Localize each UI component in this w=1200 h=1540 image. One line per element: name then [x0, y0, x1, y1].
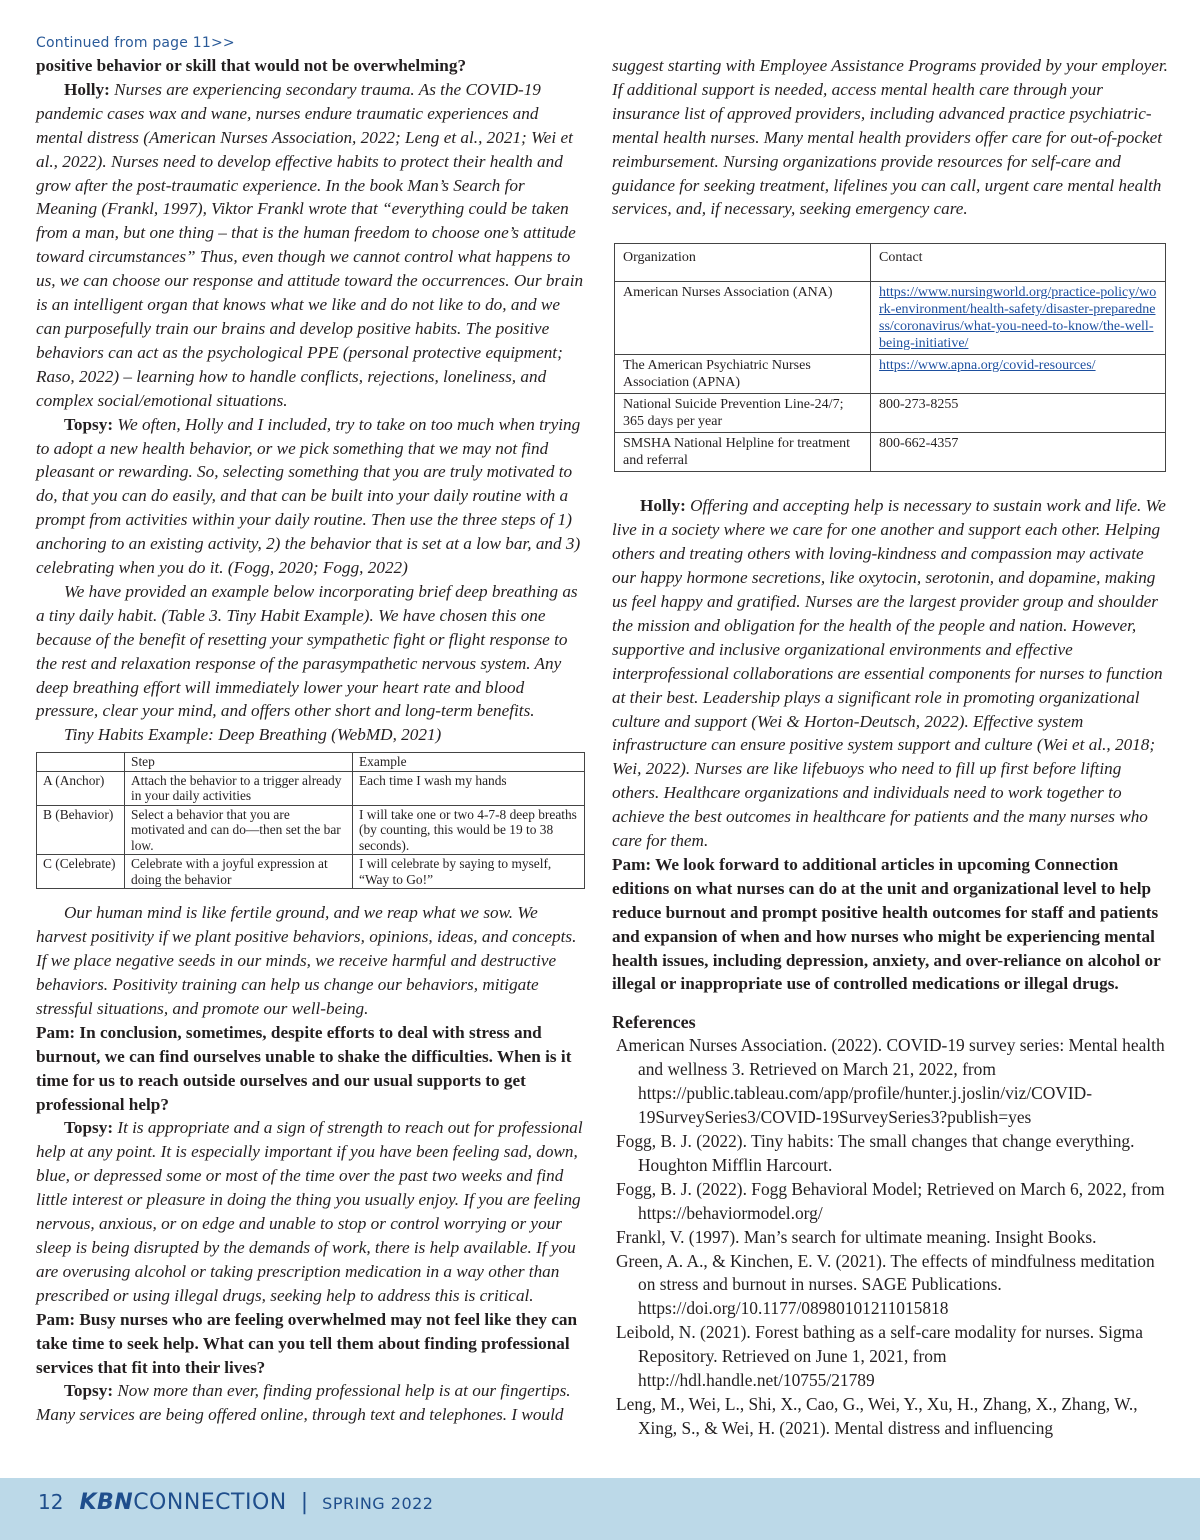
table-cell: I will celebrate by saying to myself, “Way to Go!”: [353, 855, 585, 889]
issue-season: SPRING 2022: [322, 1494, 434, 1513]
table-cell: National Suicide Prevention Line-24/7; 365 days per year: [615, 394, 871, 433]
table-header-cell: Contact: [871, 244, 1166, 282]
table-header-cell: Organization: [615, 244, 871, 282]
speaker-label: Holly:: [64, 79, 110, 99]
page-number: 12: [38, 1490, 64, 1514]
brand-logo-bold: KBN: [79, 1490, 134, 1515]
mind-paragraph: Our human mind is like fertile ground, and we reap what we sow. We harvest positivity if we plant positive behaviors, opinions, ideas, and concepts. If we place negative seeds in our minds, we receive harmful and destructive behaviors. Positivity training can help us change our behaviors, mitigate stressful situations, and promote our well-being.: [36, 903, 577, 1018]
references-heading: References: [612, 1012, 696, 1033]
tiny-habit-table: [36, 752, 585, 889]
reference-item: Green, A. A., & Kinchen, E. V. (2021). The effects of mindfulness meditation on stress and burnout in nurses. SAGE Publications. https://doi.org/10.1177/08980101211015818: [616, 1250, 1155, 1319]
speaker-label: Topsy:: [64, 414, 114, 434]
table-cell: SMSHA National Helpline for treatment and referral: [615, 433, 871, 472]
table-cell: I will take one or two 4-7-8 deep breaths (by counting, this would be 19 to 38 seconds).: [353, 805, 585, 855]
table-cell: Each time I wash my hands: [353, 771, 585, 805]
speaker-label: Topsy:: [64, 1118, 114, 1138]
paragraph-text: It is appropriate and a sign of strength to reach out for professional help at any point. It is especially important if you have been feeling sad, down, blue, or depressed some or most of the time over the past two weeks and find little interest or pleasure in doing the thing you usually enjoy. If you are feeling nervous, anxious, or on edge and unable to stop or control worrying or your sleep is being disrupted by the demands of work, there is help available. If you are overusing alcohol or taking prescription medication in a way other than prescribed or using illegal drugs, seeking help to address this is critical.: [36, 1118, 583, 1305]
question-tail: positive behavior or skill that would not be overwhelming?: [36, 56, 467, 75]
reference-item: American Nurses Association. (2022). COVID-19 survey series: Mental health and wellness 3. Retrieved on March 21, 2022, from https://public.tableau.com/app/profile/hunter.j.joslin/viz/COVID-19SurveySeries3/COVID-19SurveySeries3?publish=yes: [616, 1035, 1165, 1128]
left-column: [36, 32, 588, 1427]
table-header-cell: [37, 753, 125, 772]
table-cell: C (Celebrate): [37, 855, 125, 889]
table-header-row: [615, 244, 1166, 282]
table-header-cell: Step: [125, 753, 353, 772]
table-cell: Attach the behavior to a trigger already in your daily activities: [125, 771, 353, 805]
example-intro-paragraph: We have provided an example below incorporating brief deep breathing as a tiny daily habit. (Table 3. Tiny Habit Example). We have chosen this one because of the benefit of resetting your sympathetic fight or flight response to the rest and relaxation response of the parasympathetic nervous system. Any deep breathing effort will immediately lower your heart rate and blood pressure, clear your mind, and offers other short and long-term benefits.: [36, 581, 578, 721]
reference-item: Fogg, B. J. (2022). Fogg Behavioral Model; Retrieved on March 6, 2022, from https://behaviormodel.org/: [616, 1178, 1165, 1223]
table-row: [615, 355, 1166, 394]
topsy-paragraph-1: [36, 413, 588, 580]
topsy-paragraph-3: [36, 1379, 588, 1427]
table-header-cell: Example: [353, 753, 585, 772]
speaker-label: Holly:: [640, 496, 686, 516]
table-caption: Tiny Habits Example: Deep Breathing (WebMD, 2021): [64, 725, 442, 745]
reference-item: Leng, M., Wei, L., Shi, X., Cao, G., Wei, Y., Xu, H., Zhang, X., Zhang, W., Xing, S., & Wei, H. (2021). Mental distress and influencing: [616, 1393, 1138, 1438]
table-cell: 800-273-8255: [871, 394, 1166, 433]
pam-question-2: Pam: In conclusion, sometimes, despite efforts to deal with stress and burnout, we can find ourselves unable to shake the difficulties. When is it time for us to reach outside ourselves and our usual supports to get professional help?: [36, 1022, 572, 1114]
table-cell: Select a behavior that you are motivated and can do—then set the bar low.: [125, 805, 353, 855]
table-header-row: [37, 753, 585, 772]
topsy-paragraph-2: [36, 1116, 588, 1307]
table-cell: [871, 355, 1166, 394]
reference-item: Leibold, N. (2021). Forest bathing as a self-care modality for nurses. Sigma Repository. Retrieved on June 1, 2021, from http://hdl.handle.net/10755/21789: [616, 1322, 1143, 1391]
brand-logo-text: CONNECTION: [133, 1490, 287, 1515]
ana-link[interactable]: https://www.nursingworld.org/practice-policy/work-environment/health-safety/disaster-preparedness/coronavirus/what-you-need-to-know/the-well-being-initiative/: [879, 285, 1157, 352]
right-column: [612, 54, 1168, 1441]
table-cell: A (Anchor): [37, 771, 125, 805]
paragraph-text: Offering and accepting help is necessary to sustain work and life. We live in a society where we care for one another and support each other. Helping others and treating others with loving-kindness and compassion may activate our happy hormone secretions, like oxytocin, serotonin, and dopamine, making us feel happy and gratified. Nurses are the largest provider group and shoulder the mission and obligation for the health of the people and nation. However, supportive and inclusive organizational environments and effective interprofessional collaborations are essential components for nurses to function at their best. Leadership plays a significant role in promoting organizational culture and support (Wei & Horton-Deutsch, 2022). Effective system infrastructure can ensure positive system support and culture (Wei et al., 2018; Wei, 2022). Nurses are like lifebuoys who need to fill up first before lifting others. Healthcare organizations and individuals need to work together to achieve the best outcomes in healthcare for patients and the many nurses who care for them.: [612, 496, 1166, 851]
table-row: [37, 855, 585, 889]
table-cell: B (Behavior): [37, 805, 125, 855]
table-row: [615, 433, 1166, 472]
table-row: [37, 805, 585, 855]
reference-item: Fogg, B. J. (2022). Tiny habits: The small changes that change everything. Houghton Mifflin Harcourt.: [616, 1131, 1135, 1175]
table-cell: American Nurses Association (ANA): [615, 282, 871, 355]
table-cell: 800-662-4357: [871, 433, 1166, 472]
table-cell: The American Psychiatric Nurses Association (APNA): [615, 355, 871, 394]
holly-paragraph-1: [36, 78, 588, 413]
paragraph-text: Nurses are experiencing secondary trauma. As the COVID-19 pandemic cases wax and wane, nurses endure traumatic experiences and mental distress (American Nurses Association, 2022; Leng et al., 2021; Wei et al., 2022). Nurses need to develop effective habits to protect their health and grow after the post-traumatic experience. In the book Man’s Search for Meaning (Frankl, 1997), Viktor Frankl wrote that “everything could be taken from a man, but one thing – that is the human freedom to choose one’s attitude toward circumstances” Thus, even though we cannot control what happens to us, we can choose our response and attitude toward the occurrences. Our brain is an intelligent organ that knows what we like and do not like to do, and we can purposefully train our brains and develop positive habits. The positive behaviors can act as the psychological PPE (personal protective equipment; Raso, 2022) – learning how to handle conflicts, rejections, loneliness, and complex social/emotional situations.: [36, 79, 584, 410]
table-row: [37, 771, 585, 805]
paragraph-text: We often, Holly and I included, try to take on too much when trying to adopt a new health behavior, or we pick something that we may not find pleasant or rewarding. So, selecting something that you are truly motivated to do, that you can do easily, and that can be built into your daily routine with a prompt from activities within your daily routine. Then use the three steps of 1) anchoring to an existing activity, 2) the behavior that is set at a low bar, and 3) celebrating when you do it. (Fogg, 2020; Fogg, 2022): [36, 414, 581, 578]
continued-from-label[interactable]: Continued from page 11>>: [36, 35, 235, 51]
table-row: [615, 282, 1166, 355]
organization-contact-table: [614, 243, 1166, 472]
paragraph-text: Now more than ever, finding professional help is at our fingertips. Many services are being offered online, through text and telephones. I would: [36, 1381, 571, 1425]
references-list: [612, 1034, 1168, 1440]
page-footer: [0, 1478, 1200, 1540]
apna-link[interactable]: https://www.apna.org/covid-resources/: [879, 358, 1096, 374]
footer-content: [38, 1490, 433, 1515]
holly-paragraph-2: [612, 494, 1168, 853]
table-cell: Celebrate with a joyful expression at doing the behavior: [125, 855, 353, 889]
table-row: [615, 394, 1166, 433]
speaker-label: Topsy:: [64, 1381, 114, 1401]
pam-closing: Pam: We look forward to additional articles in upcoming Connection editions on what nurses can do at the unit and organizational level to help reduce burnout and prompt positive health outcomes for staff and patients and expansion of when and how nurses who might be experiencing mental health issues, including depression, anxiety, and over-reliance on alcohol or illegal or inappropriate use of controlled medications or illegal drugs.: [612, 854, 1161, 994]
footer-separator: |: [300, 1490, 309, 1515]
resources-paragraph: suggest starting with Employee Assistance Programs provided by your employer. If additional support is needed, access mental health care through your insurance list of approved providers, including advanced practice psychiatric-mental health nurses. Many mental health providers offer care for out-of-pocket reimbursement. Nursing organizations provide resources for self-care and guidance for seeking treatment, lifelines you can call, urgent care mental health services, and, if necessary, seeking emergency care.: [612, 56, 1168, 219]
reference-item: Frankl, V. (1997). Man’s search for ultimate meaning. Insight Books.: [616, 1226, 1097, 1247]
pam-question-3: Pam: Busy nurses who are feeling overwhelmed may not feel like they can take time to seek help. What can you tell them about finding professional services that fit into their lives?: [36, 1309, 578, 1377]
table-cell: [871, 282, 1166, 355]
